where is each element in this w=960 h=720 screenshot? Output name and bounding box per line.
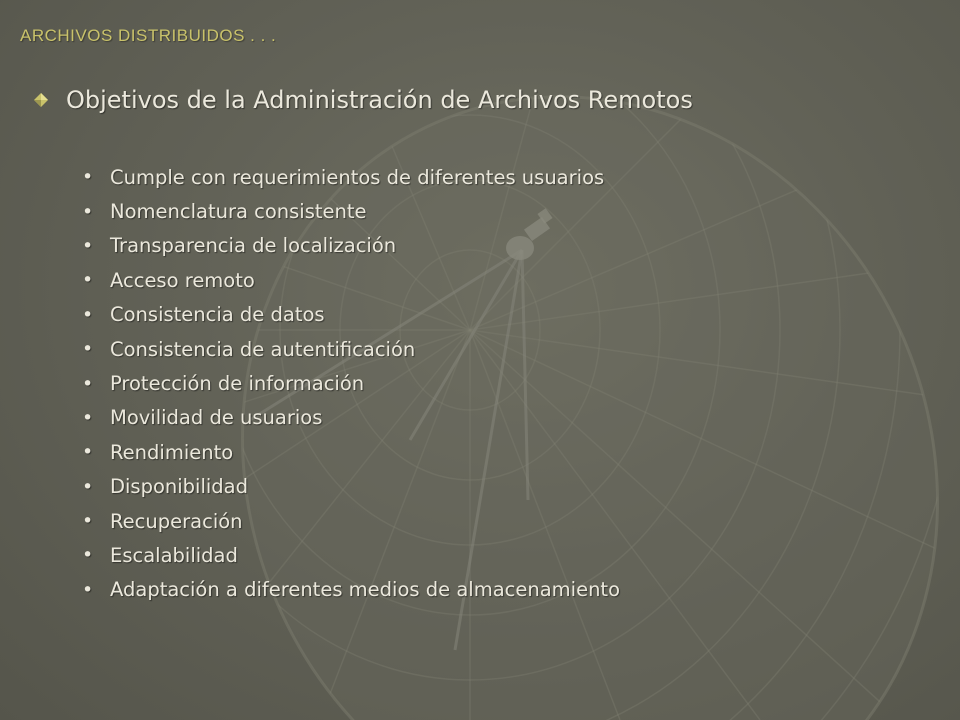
list-item-text: Consistencia de datos — [110, 303, 325, 327]
bullet-dot-icon: • — [82, 303, 94, 326]
list-item-text: Nomenclatura consistente — [110, 200, 367, 224]
list-item — [82, 401, 620, 435]
list-item-text: Cumple con requerimientos de diferentes usuarios — [110, 165, 605, 189]
list-item-text: Movilidad de usuarios — [110, 406, 323, 430]
list-item — [82, 366, 620, 400]
list-item — [82, 263, 620, 297]
list-item-text: Disponibilidad — [110, 475, 249, 499]
diamond-bullet-icon — [30, 89, 52, 111]
bullet-dot-icon: • — [82, 200, 94, 223]
list-item — [82, 332, 620, 366]
bullet-dot-icon: • — [82, 544, 94, 567]
list-item — [82, 298, 620, 332]
list-item — [82, 160, 620, 194]
list-item — [82, 573, 620, 607]
list-item-text: Escalabilidad — [110, 543, 238, 567]
list-item — [82, 229, 620, 263]
heading-text: Objetivos de la Administración de Archivos Remotos — [66, 86, 693, 114]
list-item-text: Transparencia de localización — [110, 234, 397, 258]
bullet-dot-icon: • — [82, 234, 94, 257]
list-item — [82, 470, 620, 504]
bullet-dot-icon: • — [82, 269, 94, 292]
slide-title: ARCHIVOS DISTRIBUIDOS . . . — [20, 26, 277, 45]
list-item-text: Consistencia de autentificación — [110, 337, 416, 361]
bullet-dot-icon: • — [82, 166, 94, 189]
list-item-text: Acceso remoto — [110, 268, 255, 292]
list-item — [82, 435, 620, 469]
bullet-dot-icon: • — [82, 406, 94, 429]
list-item-text: Protección de información — [110, 372, 365, 396]
bullet-dot-icon: • — [82, 338, 94, 361]
bullet-dot-icon: • — [82, 475, 94, 498]
bullet-dot-icon: • — [82, 510, 94, 533]
list-item-text: Adaptación a diferentes medios de almacenamiento — [110, 578, 621, 602]
list-item-text: Rendimiento — [110, 440, 234, 464]
bullet-dot-icon: • — [82, 578, 94, 601]
objectives-list — [82, 160, 620, 607]
section-heading — [30, 86, 693, 114]
list-item — [82, 194, 620, 228]
list-item — [82, 538, 620, 572]
list-item — [82, 504, 620, 538]
bullet-dot-icon: • — [82, 441, 94, 464]
bullet-dot-icon: • — [82, 372, 94, 395]
list-item-text: Recuperación — [110, 509, 243, 533]
